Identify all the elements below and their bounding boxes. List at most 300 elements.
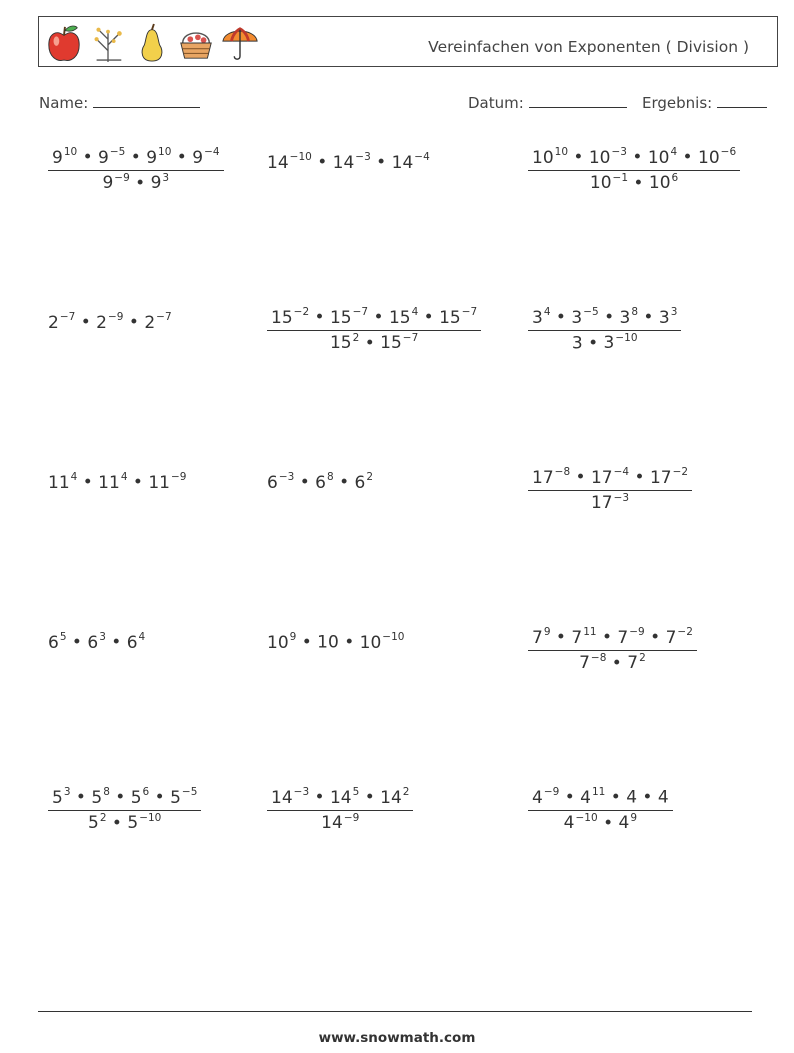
power-term [620, 308, 639, 328]
power-term [102, 173, 129, 193]
power-term [564, 813, 598, 833]
power-base: 14 [271, 787, 293, 808]
power-term [315, 473, 334, 493]
problem-15 [528, 787, 673, 833]
power-base: 11 [148, 472, 170, 493]
multiply-dot: • [644, 627, 666, 648]
multiply-dot: • [638, 307, 659, 328]
power-term [146, 148, 171, 168]
power-base: 6 [315, 472, 326, 493]
power-term [666, 628, 693, 648]
power-base: 6 [87, 632, 99, 653]
power-exponent: −5 [109, 146, 126, 158]
power-term [591, 493, 629, 513]
power-base: 15 [329, 307, 352, 328]
worksheet-header [38, 16, 778, 67]
power-exponent: 4 [670, 146, 678, 158]
power-exponent: −2 [672, 466, 689, 478]
power-base: 7 [579, 653, 590, 674]
power-exponent: 4 [120, 471, 128, 483]
power-exponent: −10 [289, 151, 312, 163]
power-exponent: 3 [162, 171, 170, 184]
power-term [131, 788, 150, 808]
multiply-dot: • [368, 307, 389, 328]
expression [48, 633, 145, 653]
power-term [127, 813, 161, 833]
power-term [627, 653, 646, 673]
power-exponent: −9 [170, 471, 187, 483]
power-exponent: −5 [181, 786, 198, 798]
power-base: 14 [380, 787, 402, 808]
numerator [528, 627, 697, 651]
power-exponent: 2 [366, 471, 374, 483]
footer-url: www.snowmath.com [318, 1030, 476, 1046]
problem-4 [48, 312, 172, 333]
power-term [48, 313, 75, 333]
power-term [148, 473, 186, 493]
multiply-dot: • [311, 152, 333, 173]
power-term [330, 788, 359, 808]
power-exponent: −9 [107, 311, 124, 323]
power-exponent: 10 [63, 146, 78, 158]
power-term [619, 813, 638, 833]
power-base: 17 [590, 467, 613, 488]
power-base: 7 [627, 653, 639, 674]
power-base: 7 [665, 627, 677, 648]
multiply-dot: • [333, 472, 355, 493]
power-base: 4 [657, 787, 669, 808]
multiply-dot: • [105, 632, 127, 653]
power-term [170, 788, 197, 808]
fraction [528, 467, 692, 513]
power-base: 10 [647, 147, 670, 168]
power-base: 9 [52, 147, 63, 168]
power-exponent: 9 [289, 631, 297, 643]
multiply-dot: • [628, 173, 649, 194]
denominator [267, 811, 413, 834]
fraction [48, 147, 224, 193]
problem-10 [48, 632, 145, 653]
power-term [144, 313, 171, 333]
power-base: 2 [48, 312, 59, 333]
date-label: Datum: [468, 94, 524, 112]
power-base: 10 [698, 147, 720, 168]
power-term [589, 148, 627, 168]
power-base: 5 [91, 787, 103, 808]
power-base: 10 [532, 147, 554, 168]
problem-1 [48, 147, 224, 193]
power-base: 3 [619, 307, 631, 328]
multiply-dot: • [125, 147, 147, 168]
power-term [52, 148, 77, 168]
numerator [267, 307, 481, 331]
problem-8 [267, 472, 373, 493]
multiply-dot: • [677, 147, 698, 168]
power-term [330, 333, 359, 353]
power-base: 7 [571, 627, 583, 648]
power-base: 10 [589, 173, 612, 194]
power-exponent: −8 [590, 651, 607, 664]
power-term [271, 308, 309, 328]
power-term [330, 308, 368, 328]
denominator [267, 331, 481, 354]
power-exponent: 8 [103, 786, 110, 798]
score-field [642, 94, 767, 112]
power-exponent: −9 [114, 171, 130, 184]
power-exponent: −10 [575, 811, 598, 824]
multiply-dot: • [309, 787, 330, 808]
power-base: 11 [48, 472, 70, 493]
power-base: 4 [626, 787, 638, 808]
expression [48, 313, 172, 333]
multiply-dot: • [582, 333, 604, 354]
power-term [650, 468, 688, 488]
name-label: Name: [39, 94, 89, 112]
power-exponent: −5 [583, 306, 599, 318]
power-term [572, 333, 583, 353]
power-base: 15 [388, 307, 411, 328]
multiply-dot: • [109, 787, 131, 808]
power-base: 3 [571, 333, 583, 354]
power-base: 9 [146, 147, 158, 168]
basket-icon [177, 22, 215, 64]
power-base: 10 [267, 632, 289, 653]
multiply-dot: • [637, 787, 658, 808]
power-base: 14 [329, 787, 352, 808]
power-base: 5 [52, 787, 63, 808]
name-field [39, 94, 200, 112]
power-base: 14 [321, 813, 343, 834]
power-exponent: 2 [99, 811, 107, 824]
power-term [392, 153, 430, 173]
power-base: 5 [127, 813, 139, 834]
power-exponent: 8 [326, 471, 334, 483]
power-term [532, 788, 559, 808]
multiply-dot: • [629, 467, 650, 488]
power-base: 9 [102, 173, 114, 194]
power-base: 6 [354, 472, 366, 493]
power-exponent: −9 [629, 626, 645, 638]
power-exponent: −9 [543, 786, 560, 798]
power-term [98, 473, 127, 493]
power-term [127, 633, 146, 653]
power-term [333, 153, 371, 173]
pear-icon [133, 22, 171, 64]
power-exponent: 2 [639, 651, 646, 664]
power-exponent: 4 [411, 306, 419, 318]
power-base: 7 [532, 627, 543, 648]
name-blank[interactable] [93, 94, 200, 108]
problem-12 [528, 627, 697, 673]
power-term [48, 633, 67, 653]
power-base: 3 [658, 307, 670, 328]
power-exponent: 11 [583, 626, 597, 638]
header-icons [45, 21, 259, 65]
problem-5 [267, 307, 481, 353]
power-term [271, 788, 309, 808]
multiply-dot: • [66, 632, 88, 653]
power-base: 11 [98, 472, 120, 493]
problem-9 [528, 467, 692, 513]
multiply-dot: • [75, 312, 97, 333]
numerator [267, 787, 413, 811]
fraction [48, 787, 201, 833]
denominator [528, 171, 740, 194]
power-exponent: −4 [414, 151, 430, 163]
power-term [658, 788, 669, 808]
umbrella-icon [221, 22, 259, 64]
power-base: 6 [48, 632, 59, 653]
power-term [659, 308, 678, 328]
numerator [48, 147, 224, 171]
power-term [532, 148, 568, 168]
multiply-dot: • [598, 307, 620, 328]
denominator [48, 811, 201, 834]
numerator [528, 787, 673, 811]
power-base: 5 [88, 813, 99, 834]
problem-14 [267, 787, 413, 833]
fraction [528, 147, 740, 193]
power-exponent: −8 [554, 466, 571, 478]
date-field [468, 94, 627, 112]
fraction [528, 627, 697, 673]
power-base: 9 [98, 147, 109, 168]
power-term [87, 633, 106, 653]
multiply-dot: • [309, 307, 330, 328]
power-term [626, 788, 637, 808]
multiply-dot: • [626, 147, 648, 168]
power-term [571, 308, 598, 328]
power-exponent: 4 [543, 306, 551, 318]
multiply-dot: • [123, 312, 145, 333]
power-exponent: −6 [720, 146, 737, 158]
apple-icon [45, 22, 83, 64]
multiply-dot: • [106, 813, 128, 834]
numerator [48, 787, 201, 811]
power-base: 10 [648, 173, 671, 194]
power-term [571, 628, 596, 648]
power-term [532, 468, 570, 488]
power-base: 14 [332, 152, 355, 173]
multiply-dot: • [605, 787, 627, 808]
date-blank[interactable] [529, 94, 627, 108]
power-exponent: −3 [293, 786, 310, 798]
fraction [267, 787, 413, 833]
expression [48, 473, 186, 493]
power-base: 17 [532, 467, 554, 488]
multiply-dot: • [370, 152, 392, 173]
power-term [52, 788, 71, 808]
power-exponent: 5 [352, 786, 360, 798]
multiply-dot: • [296, 632, 318, 653]
multiply-dot: • [570, 467, 591, 488]
power-exponent: 2 [352, 331, 360, 344]
power-exponent: 10 [158, 146, 172, 158]
power-exponent: −4 [613, 466, 630, 478]
power-exponent: −10 [139, 811, 162, 824]
power-exponent: 4 [138, 631, 146, 643]
power-base: 6 [267, 472, 278, 493]
power-term [267, 473, 294, 493]
multiply-dot: • [77, 147, 99, 168]
power-exponent: −7 [156, 311, 172, 323]
fraction [528, 787, 673, 833]
power-term [91, 788, 110, 808]
power-exponent: −10 [615, 331, 638, 344]
denominator [528, 811, 673, 834]
power-term [389, 308, 418, 328]
power-term [48, 473, 77, 493]
power-term [604, 333, 638, 353]
multiply-dot: • [596, 627, 618, 648]
power-exponent: 9 [543, 626, 551, 638]
problem-6 [528, 307, 681, 353]
power-exponent: 11 [591, 786, 606, 798]
power-exponent: −7 [352, 306, 369, 318]
power-base: 5 [170, 787, 181, 808]
problem-2 [267, 152, 430, 173]
power-base: 3 [532, 307, 543, 328]
fraction [528, 307, 681, 353]
problem-3 [528, 147, 740, 193]
power-exponent: 10 [554, 146, 569, 158]
power-base: 17 [649, 467, 672, 488]
multiply-dot: • [359, 333, 381, 354]
problem-11 [267, 632, 404, 653]
multiply-dot: • [171, 147, 193, 168]
denominator [528, 331, 681, 354]
power-term [591, 468, 629, 488]
power-exponent: 3 [670, 306, 678, 318]
expression [267, 153, 430, 173]
power-term [648, 148, 677, 168]
denominator [528, 491, 692, 514]
power-term [321, 813, 359, 833]
multiply-dot: • [70, 787, 92, 808]
power-exponent: −3 [611, 146, 627, 158]
multiply-dot: • [294, 472, 316, 493]
multiply-dot: • [338, 632, 360, 653]
power-term [317, 633, 339, 653]
numerator [528, 307, 681, 331]
multiply-dot: • [597, 813, 619, 834]
power-exponent: −2 [677, 626, 693, 638]
power-base: 14 [391, 152, 414, 173]
multiply-dot: • [606, 653, 628, 674]
power-base: 9 [192, 147, 204, 168]
power-term [355, 473, 374, 493]
power-exponent: −9 [343, 811, 360, 824]
power-base: 14 [267, 152, 289, 173]
multiply-dot: • [129, 173, 151, 194]
score-blank[interactable] [717, 94, 767, 108]
power-base: 2 [96, 312, 107, 333]
power-term [579, 653, 606, 673]
power-term [151, 173, 170, 193]
numerator [528, 147, 740, 171]
power-term [88, 813, 107, 833]
power-base: 5 [130, 787, 142, 808]
power-base: 3 [571, 307, 583, 328]
power-exponent: −2 [293, 306, 310, 318]
problem-13 [48, 787, 201, 833]
power-term [580, 788, 605, 808]
multiply-dot: • [559, 787, 581, 808]
power-exponent: 8 [631, 306, 639, 318]
fraction [267, 307, 481, 353]
power-term [439, 308, 477, 328]
power-base: 15 [329, 333, 352, 354]
power-exponent: 6 [142, 786, 150, 798]
power-exponent: −4 [204, 146, 220, 158]
power-term [380, 333, 418, 353]
expression [267, 473, 373, 493]
power-base: 7 [617, 627, 629, 648]
power-exponent: −7 [59, 311, 76, 323]
numerator [528, 467, 692, 491]
power-base: 10 [588, 147, 611, 168]
power-base: 15 [380, 333, 402, 354]
multiply-dot: • [568, 147, 589, 168]
branch-icon [89, 22, 127, 64]
power-base: 4 [580, 787, 591, 808]
power-term [590, 173, 628, 193]
power-exponent: 3 [99, 631, 106, 643]
multiply-dot: • [149, 787, 171, 808]
power-exponent: −3 [355, 151, 371, 163]
power-base: 3 [603, 333, 615, 354]
power-exponent: 5 [59, 631, 67, 643]
power-term [698, 148, 736, 168]
power-exponent: −1 [612, 171, 629, 184]
power-base: 4 [563, 813, 575, 834]
power-exponent: 3 [63, 786, 71, 798]
power-exponent: 6 [671, 171, 679, 184]
power-term [267, 153, 312, 173]
power-term [360, 633, 405, 653]
power-term [96, 313, 123, 333]
power-exponent: −7 [461, 306, 478, 318]
power-base: 6 [126, 632, 138, 653]
power-base: 9 [150, 173, 162, 194]
multiply-dot: • [359, 787, 381, 808]
power-term [532, 308, 551, 328]
expression [267, 633, 404, 653]
power-exponent: 4 [70, 471, 78, 483]
multiply-dot: • [550, 627, 572, 648]
power-base: 10 [359, 632, 382, 653]
score-label: Ergebnis: [642, 94, 713, 112]
problem-7 [48, 472, 186, 493]
power-term [380, 788, 409, 808]
multiply-dot: • [418, 307, 440, 328]
power-term [192, 148, 219, 168]
power-base: 15 [439, 307, 461, 328]
power-exponent: −3 [613, 491, 630, 504]
denominator [48, 171, 224, 194]
power-term [617, 628, 644, 648]
power-base: 4 [532, 787, 543, 808]
power-exponent: 2 [402, 786, 410, 798]
power-exponent: −10 [382, 631, 405, 643]
power-term [267, 633, 296, 653]
power-base: 4 [618, 813, 630, 834]
power-base: 15 [271, 307, 293, 328]
worksheet-title: Vereinfachen von Exponenten ( Division ) [428, 38, 749, 56]
multiply-dot: • [77, 472, 99, 493]
multiply-dot: • [127, 472, 149, 493]
denominator [528, 651, 697, 674]
